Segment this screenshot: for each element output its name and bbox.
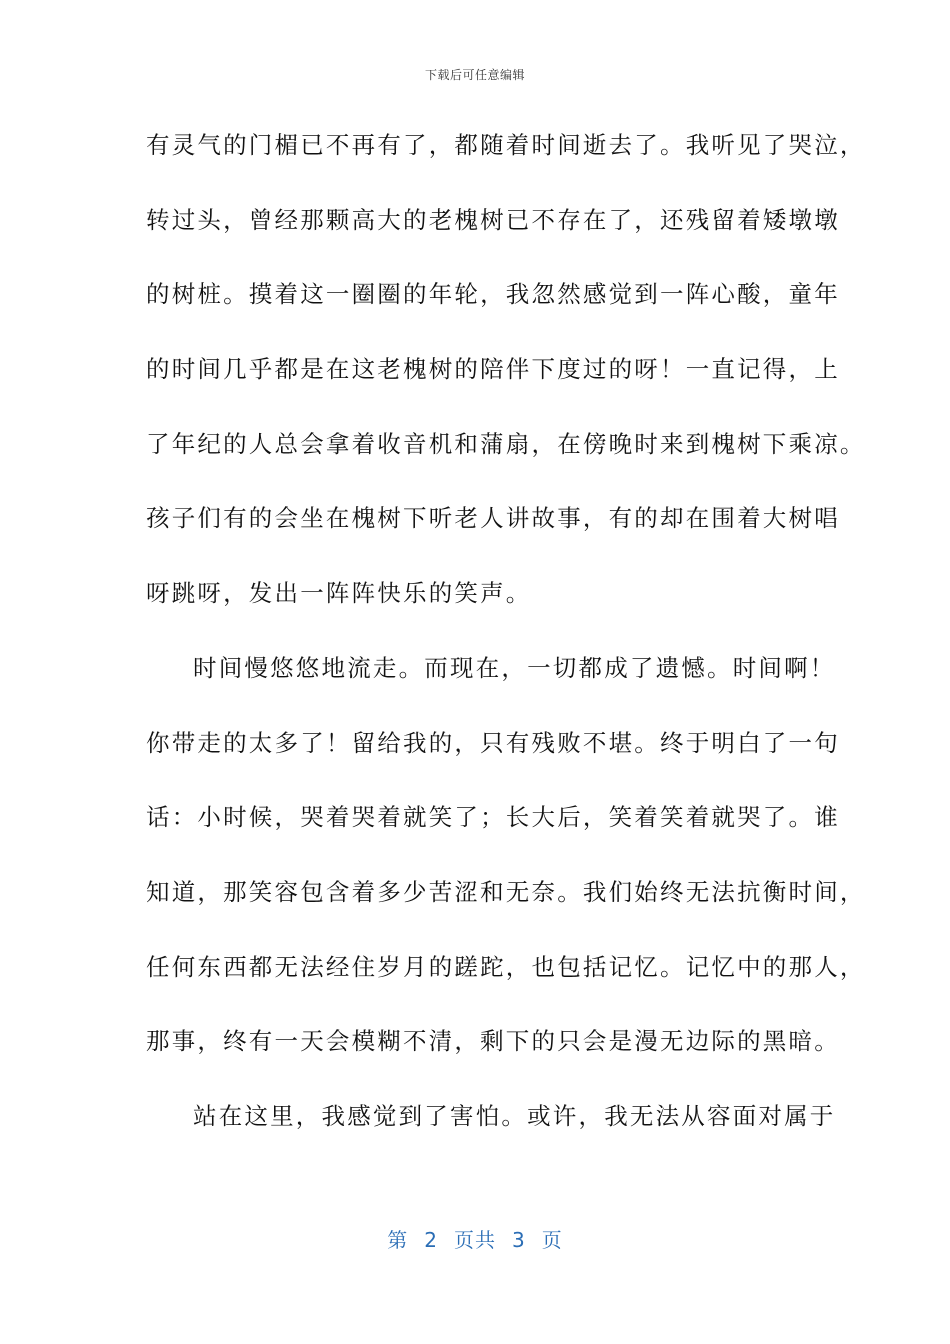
text-line: 的树桩。摸着这一圈圈的年轮，我忽然感觉到一阵心酸，童年 — [146, 280, 840, 309]
document-body — [146, 124, 866, 1170]
text-line: 转过头，曾经那颗高大的老槐树已不存在了，还残留着矮墩墩 — [146, 205, 840, 234]
footer-total-pages: 3 — [512, 1228, 526, 1252]
paragraph-start-line: 时间慢悠悠地流走。而现在，一切都成了遗憾。时间啊！ — [193, 653, 836, 682]
text-line: 呀跳呀，发出一阵阵快乐的笑声。 — [146, 579, 532, 608]
text-line: 你带走的太多了！留给我的，只有残败不堪。终于明白了一句 — [146, 728, 840, 757]
footer-prefix: 第 — [387, 1228, 409, 1252]
footer-current-page: 2 — [424, 1228, 438, 1252]
text-line: 话：小时候，哭着哭着就笑了；长大后，笑着笑着就哭了。谁 — [146, 803, 840, 832]
text-line: 了年纪的人总会拿着收音机和蒲扇，在傍晚时来到槐树下乘凉。 — [146, 429, 866, 458]
paragraph-start-line: 站在这里，我感觉到了害怕。或许，我无法从容面对属于 — [193, 1101, 836, 1130]
footer-middle: 页共 — [454, 1228, 496, 1252]
page-header-note: 下载后可任意编辑 — [424, 68, 525, 82]
text-line: 孩子们有的会坐在槐树下听老人讲故事，有的却在围着大树唱 — [146, 504, 840, 533]
page-number-footer — [0, 1224, 950, 1253]
footer-suffix: 页 — [541, 1228, 563, 1252]
text-line: 有灵气的门楣已不再有了，都随着时间逝去了。我听见了哭泣， — [146, 131, 866, 159]
text-line: 知道，那笑容包含着多少苦涩和无奈。我们始终无法抗衡时间， — [146, 877, 866, 906]
text-line: 的时间几乎都是在这老槐树的陪伴下度过的呀！一直记得，上 — [146, 355, 840, 384]
text-line: 那事，终有一天会模糊不清，剩下的只会是漫无边际的黑暗。 — [146, 1027, 840, 1056]
text-line: 任何东西都无法经住岁月的蹉跎，也包括记忆。记忆中的那人， — [146, 952, 866, 981]
